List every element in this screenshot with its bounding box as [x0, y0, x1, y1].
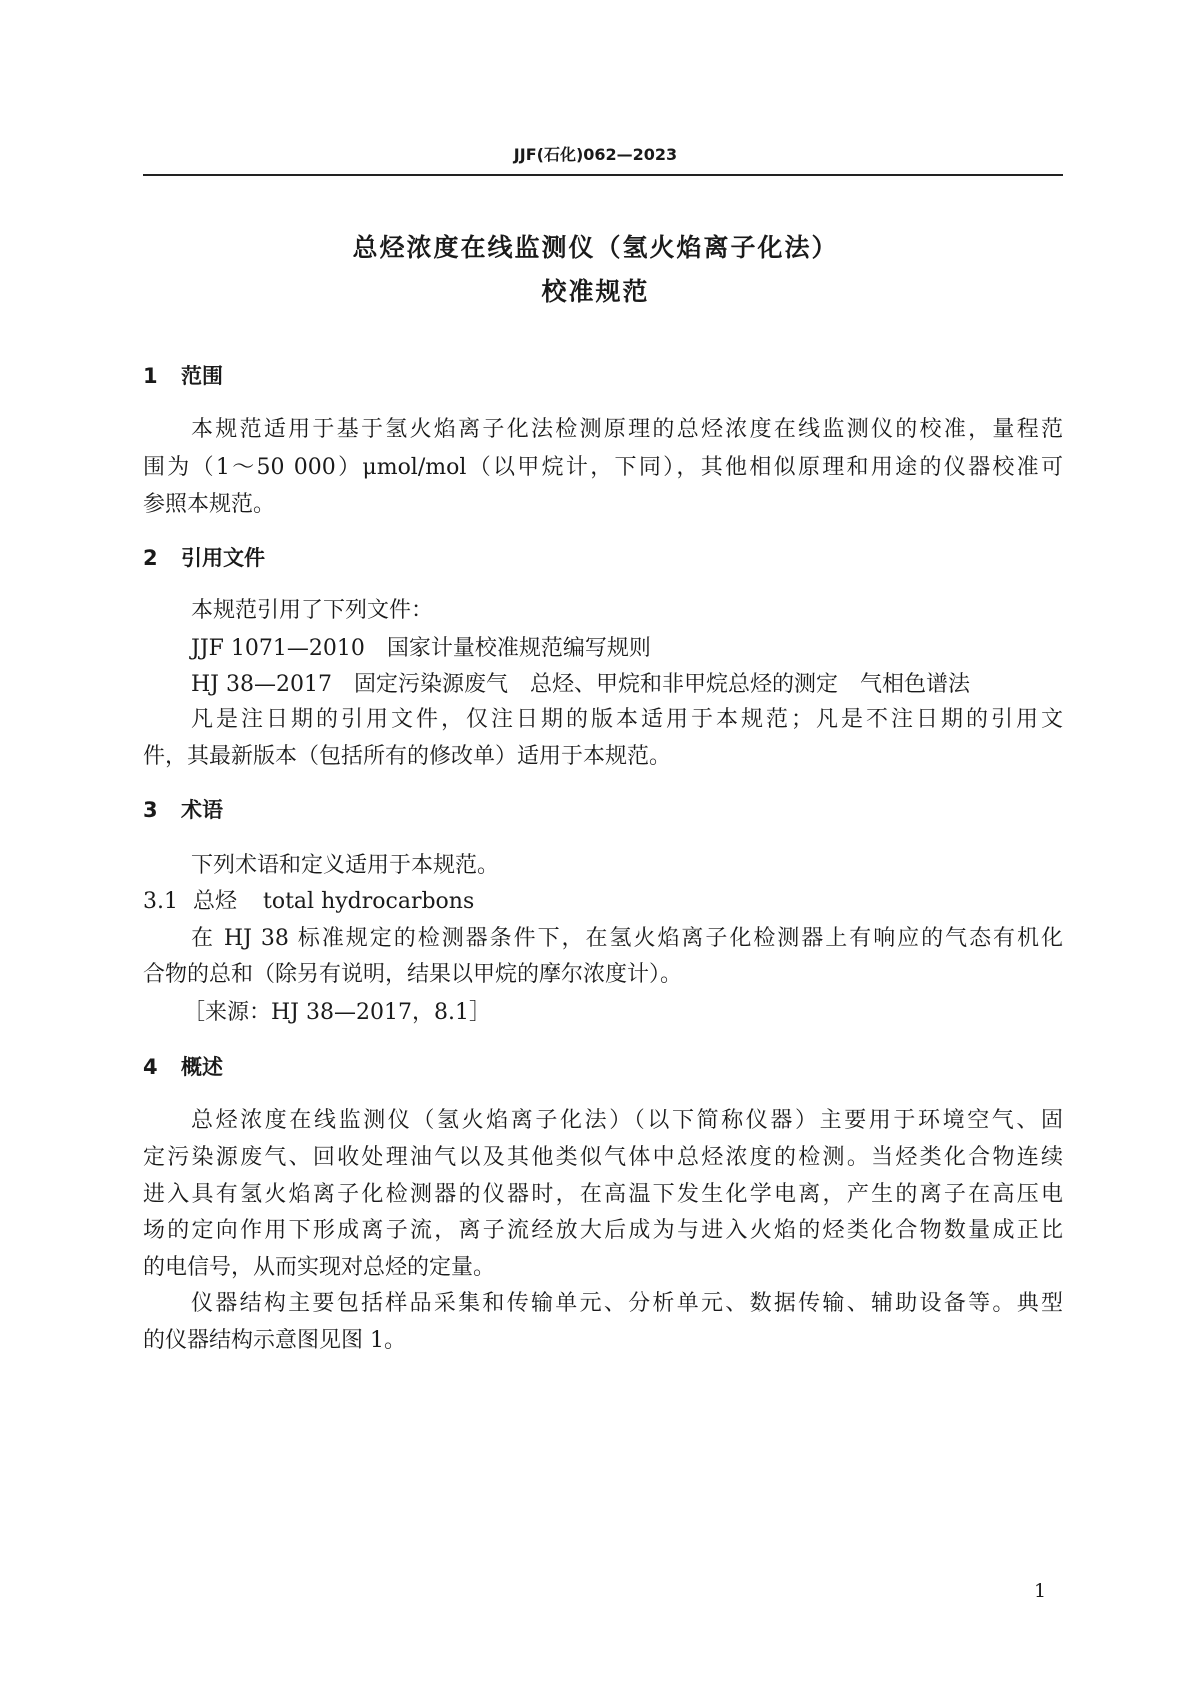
section-number: 2 [143, 546, 158, 570]
document-title: 总烃浓度在线监测仪（氢火焰离子化法） [352, 233, 839, 262]
term-number: 3.1 [143, 889, 178, 914]
section-number: 3 [143, 798, 158, 822]
paragraph-line: 件，其最新版本（包括所有的修改单）适用于本规范。 [143, 744, 672, 769]
paragraph-line: 合物的总和（除另有说明，结果以甲烷的摩尔浓度计）。 [143, 962, 683, 987]
section-title: 术语 [181, 798, 223, 822]
reference-item: HJ 38—2017 固定污染源废气 总烃、甲烷和非甲烷总烃的测定 气相色谱法 [191, 672, 970, 697]
paragraph-line: 的仪器结构示意图见图 1。 [143, 1328, 406, 1353]
paragraph-line: 本规范引用了下列文件： [191, 598, 434, 623]
paragraph-line: 进入具有氢火焰离子化检测器的仪器时，在高温下发生化学电离，产生的离子在高压电 [143, 1182, 1063, 1207]
section-heading-1 [143, 362, 223, 390]
section-title: 概述 [181, 1055, 223, 1079]
paragraph-line: 参照本规范。 [143, 492, 276, 517]
term-heading [143, 888, 1063, 916]
paragraph-line: 的电信号，从而实现对总烃的定量。 [143, 1255, 496, 1280]
paragraph-line: 围为（1～50 000）μmol/mol（以甲烷计，下同），其他相似原理和用途的仪器校准可 [143, 455, 1063, 480]
section-title: 范围 [181, 364, 223, 388]
paragraph-line: 下列术语和定义适用于本规范。 [191, 853, 500, 878]
page-number: 1 [1034, 1580, 1047, 1602]
document-code-header: JJF(石化)062—2023 [513, 145, 678, 164]
section-title: 引用文件 [181, 546, 265, 570]
section-heading-3 [143, 796, 223, 824]
paragraph-line: 在 HJ 38 标准规定的检测器条件下，在氢火焰离子化检测器上有响应的气态有机化 [191, 926, 1063, 951]
paragraph-line: 定污染源废气、回收处理油气以及其他类似气体中总烃浓度的检测。当烃类化合物连续 [143, 1145, 1063, 1170]
section-heading-2 [143, 544, 265, 572]
paragraph-line: 仪器结构主要包括样品采集和传输单元、分析单元、数据传输、辅助设备等。典型 [191, 1291, 1063, 1316]
section-number: 4 [143, 1055, 158, 1079]
term-zh: 总烃 [193, 889, 238, 914]
paragraph-line: 本规范适用于基于氢火焰离子化法检测原理的总烃浓度在线监测仪的校准，量程范 [191, 417, 1063, 442]
header-rule [143, 174, 1063, 176]
section-number: 1 [143, 364, 158, 388]
paragraph-line: 总烃浓度在线监测仪（氢火焰离子化法）（以下简称仪器）主要用于环境空气、固 [191, 1108, 1063, 1133]
term-en: total hydrocarbons [263, 889, 475, 914]
paragraph-line: 场的定向作用下形成离子流，离子流经放大后成为与进入火焰的烃类化合物数量成正比 [143, 1218, 1063, 1243]
source-note: ［来源：HJ 38—2017，8.1］ [183, 1000, 491, 1025]
reference-item: JJF 1071—2010 国家计量校准规范编写规则 [191, 636, 651, 661]
document-subtitle: 校准规范 [541, 277, 650, 306]
paragraph-line: 凡是注日期的引用文件，仅注日期的版本适用于本规范；凡是不注日期的引用文 [191, 707, 1063, 732]
section-heading-4 [143, 1053, 223, 1081]
